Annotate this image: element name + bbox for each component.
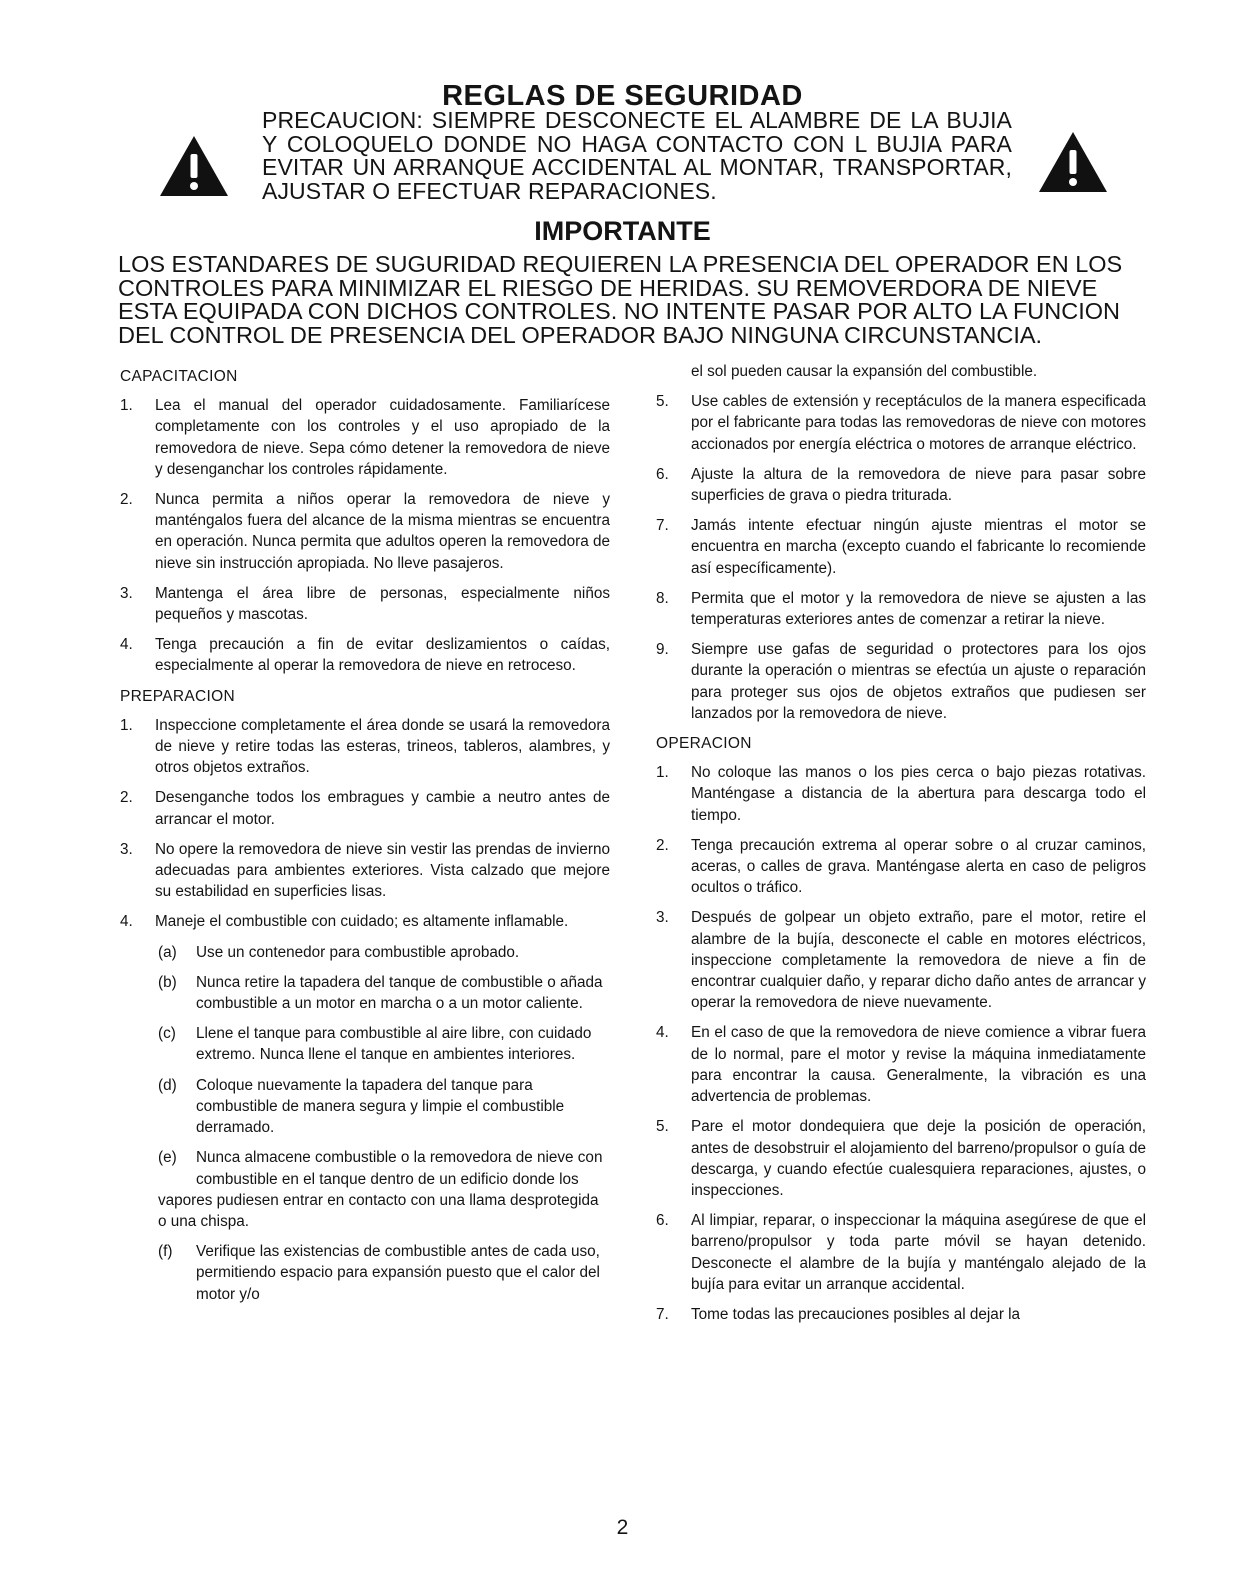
left-column [120,366,610,1314]
list-item: 5. Pare el motor dondequiera que deje la posición de operación, antes de desobstruir el alojamiento del barreno/propulsor o guía de descarga, y cuando efectúe cualesquiera reparaciones, ajustes, o inspecciones. [656,1118,1146,1199]
warning-icon [158,134,230,198]
page-title: REGLAS DE SEGURIDAD [442,80,803,112]
list-item: 7. Tome todas las precauciones posibles al dejar la [656,1305,1021,1323]
list-item: 9. Siempre use gafas de seguridad o protectores para los ojos durante la operación o mientras se efectúa un ajuste o reparación para proteger sus ojos de objetos extraños que pudiesen ser lanzados por la removedora de nieve. [656,641,1146,722]
list-item: 3. Mantenga el área libre de personas, especialmente niños pequeños y mascotas. [120,584,610,624]
list-item: 4. Maneje el combustible con cuidado; es altamente inflamable. [120,913,569,931]
list-item: 1. Lea el manual del operador cuidadosamente. Familiarícese completamente con los controles y el uso apropiado de la removedora de nieve. Sepa cómo detener la removedora de nieve y desenganchar los controles rápidamente. [120,397,610,478]
list-item: 4. En el caso de que la removedora de nieve comience a vibrar fuera de lo normal, pare el motor y revise la máquina inmediatamente para encontrar la causa. Generalmente, la vibración es una advertencia de problemas. [656,1024,1146,1106]
sub-list-item-continued: el sol pueden causar la expansión del combustible. [691,363,1038,380]
list-item: 7. Jamás intente efectuar ningún ajuste mientras el motor se encuentra en marcha (excepto cuando el fabricante lo recomiende así específicamente). [656,517,1146,577]
page-number: 2 [616,1516,629,1539]
list-item: 6. Ajuste la altura de la removedora de nieve para pasar sobre superficies de grava o piedra triturada. [656,465,1146,505]
sub-list-item: (d) Coloque nuevamente la tapadera del tanque para combustible de manera segura y limpie el combustible derramado. [158,1076,565,1137]
sub-list-item: (a) Use un contenedor para combustible aprobado. [158,943,520,961]
sub-list-item: (e) Nunca almacene combustible o la removedora de nieve con combustible en el tanque dentro de un edificio donde los [158,1149,603,1188]
right-column [656,361,1146,1334]
list-item: 1. No coloque las manos o los pies cerca o bajo piezas rotativas. Manténgase a distancia de la abertura para descarga todo el tiempo. [656,764,1146,824]
warning-icon [1037,130,1109,194]
sub-list-item-continued: vapores pudiesen entrar en contacto con una llama desprotegida o una chispa. [158,1191,599,1230]
important-title: IMPORTANTE [534,216,711,246]
list-item: 5. Use cables de extensión y receptáculos de la manera especificada por el fabricante para todas las removedoras de nieve con motores accionados por energía eléctrica o motores de arranque eléctrico. [656,393,1146,453]
section-heading-operacion: OPERACION [656,735,752,753]
caution-notice: PRECAUCION: SIEMPRE DESCONECTE EL ALAMBRE DE LA BUJIA Y COLOQUELO DONDE NO HAGA CONTACTO CON L BUJIA PARA EVITAR UN ARRANQUE ACCIDENTAL AL MONTAR, TRANSPORTAR, AJUSTAR O EFECTUAR REPARACIONES. [262,107,1012,205]
list-item: 8. Permita que el motor y la removedora de nieve se ajusten a las temperaturas exteriores antes de comenzar a retirar la nieve. [656,589,1146,629]
list-item: 3. Después de golpear un objeto extraño, pare el motor, retire el alambre de la bujía, desconecte el cable en motores eléctricos, inspeccione completamente la removedora de nieve a fin de encontrar cualquier daño, y reparar dicho daño antes de arrancar y operar la removedora de nieve nuevamente. [656,909,1146,1012]
section-heading-preparacion: PREPARACION [120,687,235,705]
list-item: 1. Inspeccione completamente el área donde se usará la removedora de nieve y retire todas las esteras, trineos, tableros, alambres, y otros objetos extraños. [120,716,610,777]
sub-list-item: (f) Verifique las existencias de combustible antes de cada uso, permitiendo espacio para expansión puesto que el calor del motor y/o [158,1243,600,1303]
list-item: 3. No opere la removedora de nieve sin vestir las prendas de invierno adecuadas para ambientes exteriores. Vista calzado que mejore su estabilidad en superficies lisas. [120,840,610,901]
list-item: 6. Al limpiar, reparar, o inspeccionar la máquina asegúrese de que el barreno/propulsor y toda parte móvil se hayan detenido. Desconecte el alambre de la bujía y manténgalo alejado de la bujía para evitar un arranque accidental. [656,1212,1146,1293]
list-item: 2. Nunca permita a niños operar la removedora de nieve y manténgalos fuera del alcance de la misma mientras se encuentra en operación. Nunca permita que adultos operen la removedora de nieve sin instrucción apropiada. No lleve pasajeros. [120,491,610,572]
sub-list-item: (b) Nunca retire la tapadera del tanque de combustible o añada combustible a un motor en marcha o a un motor caliente. [158,973,603,1013]
important-notice: LOS ESTANDARES DE SUGURIDAD REQUIEREN LA PRESENCIA DEL OPERADOR EN LOS CONTROLES PARA MINIMIZAR EL RIESGO DE HERIDAS. SU REMOVERDORA DE NIEVE ESTA EQUIPADA CON DICHOS CONTROLES. NO INTENTE PASAR POR ALTO LA FUNCION DEL CONTROL DE PRESENCIA DEL OPERADOR BAJO NINGUNA CIRCUNSTANCIA. [118,251,1123,348]
sub-list-item: (c) Llene el tanque para combustible al aire libre, con cuidado extremo. Nunca llene el tanque en ambientes interiores. [158,1025,592,1064]
list-item: 2. Desenganche todos los embragues y cambie a neutro antes de arrancar el motor. [120,789,610,828]
section-heading-capacitacion: CAPACITACION [120,368,238,385]
list-item: 2. Tenga precaución extrema al operar sobre o al cruzar caminos, aceras, o calles de grava. Manténgase alerta en caso de peligros ocultos o tráfico. [656,836,1146,897]
list-item: 4. Tenga precaución a fin de evitar deslizamientos o caídas, especialmente al operar la removedora de nieve en retroceso. [120,636,610,675]
